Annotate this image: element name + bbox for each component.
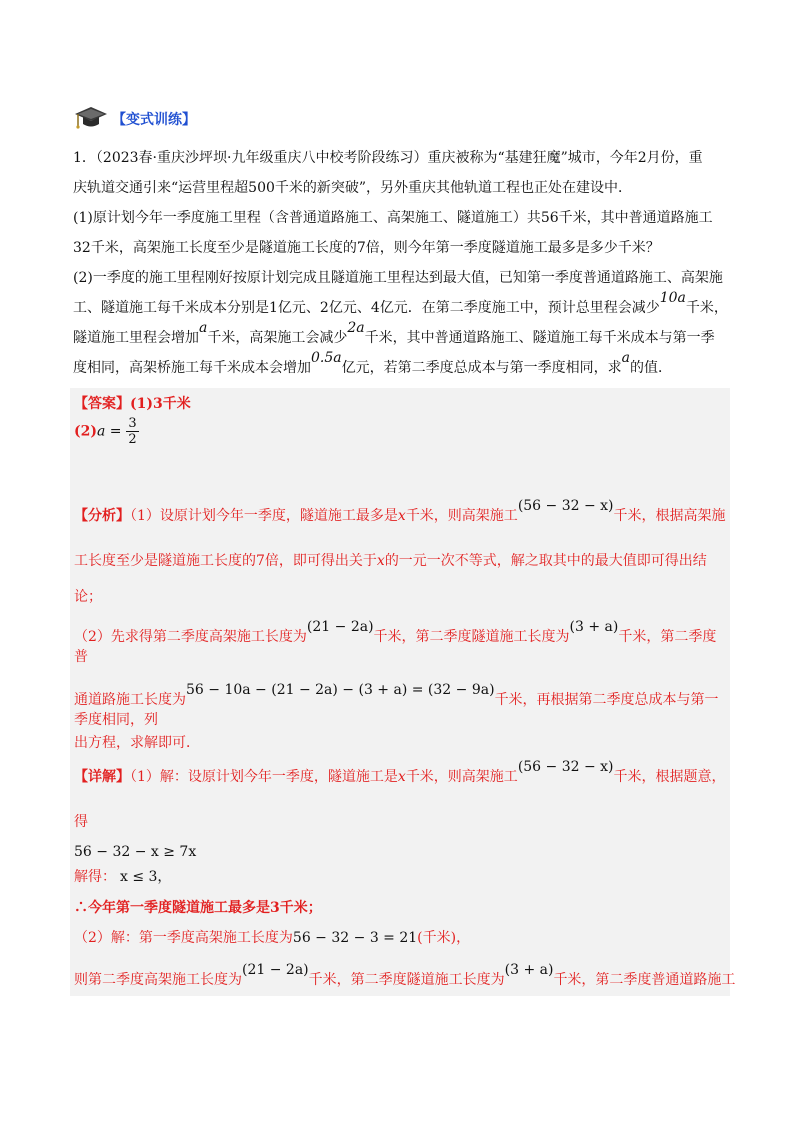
math-expr: (21 − 2a)	[242, 962, 309, 978]
text-span: 千米，第二季度隧道施工长度为	[308, 972, 505, 988]
math-var: x	[397, 508, 406, 524]
math-var: x	[376, 553, 385, 569]
answer-fraction	[126, 416, 138, 447]
analysis-line5	[74, 682, 729, 730]
math-expr: 10a	[659, 290, 686, 306]
question-part1-line2: 32千米，高架施工长度至少是隧道施工长度的7倍，则今年第一季度隧道施工最多是多少千米？	[73, 240, 660, 256]
analysis-line2	[74, 551, 729, 571]
fraction-denominator: 2	[128, 432, 137, 447]
text-span: 千米，则高架施工	[405, 769, 518, 785]
text-span: （2）先求得第二季度高架施工长度为	[74, 629, 307, 645]
answer-part2-prefix: (2)	[74, 423, 97, 440]
question-intro-text: 重庆被称为“基建狂魔”城市，今年2月份，重	[427, 150, 703, 166]
text-span: 的一元一次不等式，解之取其中的最大值即可得出结	[384, 553, 707, 569]
math-expr: (3 + a)	[569, 619, 619, 635]
text-span: 解得：	[74, 869, 116, 885]
fraction-numerator: 3	[128, 416, 137, 431]
math-expr: 0.5a	[311, 350, 342, 366]
answer-line1	[74, 394, 729, 414]
answer-var: a =	[97, 423, 122, 440]
analysis-line1	[74, 498, 729, 526]
detail-line2: 得	[74, 814, 88, 830]
math-expr: a	[621, 350, 630, 366]
detail-conclusion: ∴今年第一季度隧道施工最多是3千米；	[74, 900, 322, 916]
text-span: 工、隧道施工每千米成本分别是1亿元、2亿元、4亿元．在第二季度施工中，预计总里程会减少	[73, 300, 660, 316]
text-span: 千米，高架施工会减少	[207, 330, 348, 346]
text-span: （2）解：第一季度高架施工长度为	[74, 930, 293, 946]
math-expr: (56 − 32 − x)	[517, 498, 614, 514]
text-span: 通道路施工长度为	[74, 692, 186, 708]
analysis-label: 【分析】	[74, 508, 130, 524]
text-span: 的值．	[629, 360, 672, 376]
text-span: 千米，第二季度普	[74, 629, 717, 665]
section-header	[74, 104, 196, 134]
text-span: 千米，则高架施工	[405, 508, 518, 524]
math-expr: 56 − 10a − (21 − 2a) − (3 + a) = (32 − 9a)	[186, 682, 495, 698]
text-span: 千米，	[685, 300, 728, 316]
analysis-line6: 出方程，求解即可．	[74, 735, 200, 751]
detail-inequality: 56 − 32 − x ≥ 7x	[74, 844, 197, 860]
text-span: （1）设原计划今年一季度，隧道施工最多是	[130, 508, 398, 524]
text-span: 千米，再根据第二季度总成本与第一季度相同，列	[74, 692, 719, 728]
text-span: 千米，根据题意，	[613, 769, 726, 785]
answer-part1: (1)3千米	[130, 396, 191, 412]
text-span: 隧道施工里程会增加	[73, 330, 199, 346]
detail-solve	[74, 867, 171, 887]
math-expr: 56 − 32 − 3 = 21	[292, 930, 418, 946]
text-span: 千米，其中普通道路施工、隧道施工每千米成本与第一季	[364, 330, 715, 346]
math-expr: a	[199, 320, 208, 336]
detail-line1	[74, 759, 729, 787]
text-span: 千米，第二季度普通道路施工	[553, 972, 736, 988]
answer-line2	[74, 416, 729, 447]
question-part2-line4	[73, 350, 728, 383]
math-expr: (21 − 2a)	[306, 619, 374, 635]
detail-last-line	[74, 962, 736, 990]
section-title: 【变式训练】	[112, 112, 196, 128]
math-var: x	[397, 769, 406, 785]
question-part2-line2	[73, 290, 728, 323]
text-span: 亿元，若第二季度总成本与第一季度相同，求	[341, 360, 622, 376]
text-span: （1）解：设原计划今年一季度，隧道施工是	[130, 769, 398, 785]
math-expr: (3 + a)	[504, 962, 554, 978]
math-expr: 2a	[347, 320, 365, 336]
text-span: 千米，根据高架施	[613, 508, 726, 524]
question-part2-line3	[73, 320, 728, 353]
answer-label: 【答案】	[74, 396, 130, 412]
question-block	[73, 143, 728, 383]
graduation-cap-icon	[74, 104, 108, 134]
analysis-line4	[74, 619, 729, 667]
text-span: 则第二季度高架施工长度为	[74, 972, 242, 988]
detail-label: 【详解】	[74, 769, 130, 785]
math-expr: x ≤ 3，	[120, 869, 172, 885]
question-part1-line1: (1)原计划今年一季度施工里程（含普通道路施工、高架施工、隧道施工）共56千米，其中普通道路施工	[73, 210, 713, 226]
analysis-line3: 论；	[74, 589, 102, 605]
math-expr: (56 − 32 − x)	[517, 759, 614, 775]
text-span: 度相同，高架桥施工每千米成本会增加	[73, 360, 311, 376]
question-number: 1．	[73, 150, 96, 166]
answer-block	[74, 394, 729, 447]
text-span: 千米，第二季度隧道施工长度为	[373, 629, 570, 645]
text-span: 工长度至少是隧道施工长度的7倍，即可得出关于	[74, 553, 377, 569]
detail-part2	[74, 928, 729, 948]
question-intro	[73, 143, 728, 173]
text-span: (千米)，	[417, 930, 471, 946]
question-source: （2023春·重庆沙坪坝·九年级重庆八中校考阶段练习）	[95, 150, 428, 166]
question-part2-line1: (2)一季度的施工里程刚好按原计划完成且隧道施工里程达到最大值，已知第一季度普通道路施工、高架施	[73, 270, 723, 286]
question-intro-cont: 庆轨道交通引来“运营里程超500千米的新突破”，另外重庆其他轨道工程也正处在建设中．	[73, 180, 633, 196]
